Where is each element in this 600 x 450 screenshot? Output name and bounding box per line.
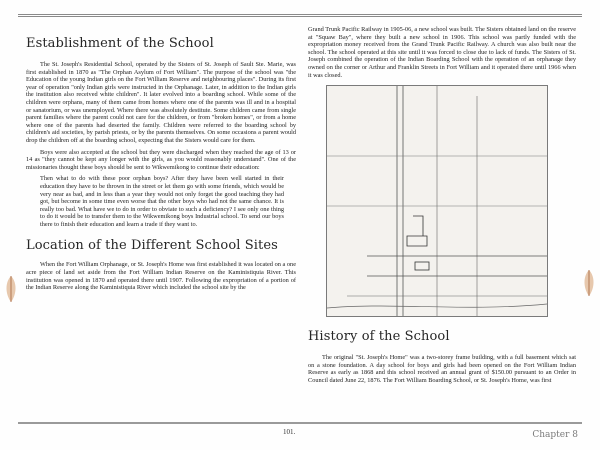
left-column xyxy=(26,26,296,296)
right-column xyxy=(308,26,576,389)
block-quote: Then what to do with these poor orphan boys? After they have been well started in their education they have to be thrown in the street or let them go with some friends, which would be very near as bad, and in less than a year they would not only forget the good teaching they had got, but become in some time even worse that the other boys who had not the same chance. It is really too bad. What have we to do in order to obviate to such a deficiency? I see only one thing to do it would be to transfer them to the Wikwemikong boys Industrial school. To send our boys there to finish their education and learn a trade if they want to. xyxy=(40,175,284,228)
section-heading: History of the School xyxy=(308,329,450,345)
section-heading: Establishment of the School xyxy=(26,36,214,51)
feather-ornament-icon xyxy=(2,274,20,304)
top-rule xyxy=(18,14,582,17)
bottom-rule xyxy=(18,422,582,424)
historical-site-map xyxy=(326,85,548,317)
site-map-drawing xyxy=(327,86,547,316)
paragraph: Grand Trunk Pacific Railway in 1905-06, a new school was built. The Sisters obtained land on the reserve at "Squaw Bay", where they built a new school in 1906. This school was partly funded with the expropriation money received from the Grand Trunk Pacific Railway. A church was also built near the school. The school operated at this site until it was forced to close due to lack of funds. The Sisters of St. Joseph combined the operation of the Indian Boarding School with the operation of an orphanage they owned on the corner or Arthur and Franklin Streets in Fort William and it operated there until 1966 when it was closed. xyxy=(308,26,576,79)
paragraph: The original "St. Joseph's Home" was a two-storey frame building, with a full basement which sat on a stone foundation. A day school for boys and girls had been opened on the Fort William Indian Reserve as early as 1868 and this school received an annual grant of $150.00 pursuant to an Order in Council dated June 22, 1876. The Fort William Boarding School, or St. Joseph's Home, was first xyxy=(308,354,576,384)
paragraph: Boys were also accepted at the school but they were discharged when they reached the age of 13 or 14 as "they cannot be kept any longer with the girls, as you would reasonably understand". One of the missionaries thought these boys should be sent to Wikwemikong to continue their education: xyxy=(26,148,296,171)
paragraph: When the Fort William Orphanage, or St. Joseph's Home was first established it was located on a one acre piece of land set aside from the Fort William Indian Reserve on the Kaministiquia River. This institution was opened in 1870 and operated there until 1907. Following the expropriation of a portion of the Indian Reserve along the Kaministiquia River which included the school site by the xyxy=(26,261,296,292)
chapter-label: Chapter 8 xyxy=(532,430,578,440)
paragraph: The St. Joseph's Residential School, operated by the Sisters of St. Joseph of Sault Ste. Marie, was first established in 1870 as "The Orphan Asylum of Fort William". The purpose of the school was "the Education of the young Indian girls on the Fort William Reserve and neighbouring places". During its first year of operation "only Indian girls were instructed in the Orphanage. Later, in addition to the Indian girls the institution also received white children". It later evolved into a boarding school. While some of the children were orphans, many of them came from homes where one of the parents was ill and in a hospital or sanatorium, or was unemployed. Where there was absolutely destitute. Some children came from single parent families where the parent could not care for the children, or from "broken homes", or from a home where one of the parents had deserted the family. Children were referred to the boarding school by children's aid societies, by parish priests, or by the parents themselves. On some occasions a parent would drop the children off at the boarding school, expecting that the Sisters would care for them. xyxy=(26,61,296,144)
page-number: 101. xyxy=(283,428,296,436)
feather-ornament-icon xyxy=(580,268,598,298)
section-heading: Location of the Different School Sites xyxy=(26,238,278,254)
